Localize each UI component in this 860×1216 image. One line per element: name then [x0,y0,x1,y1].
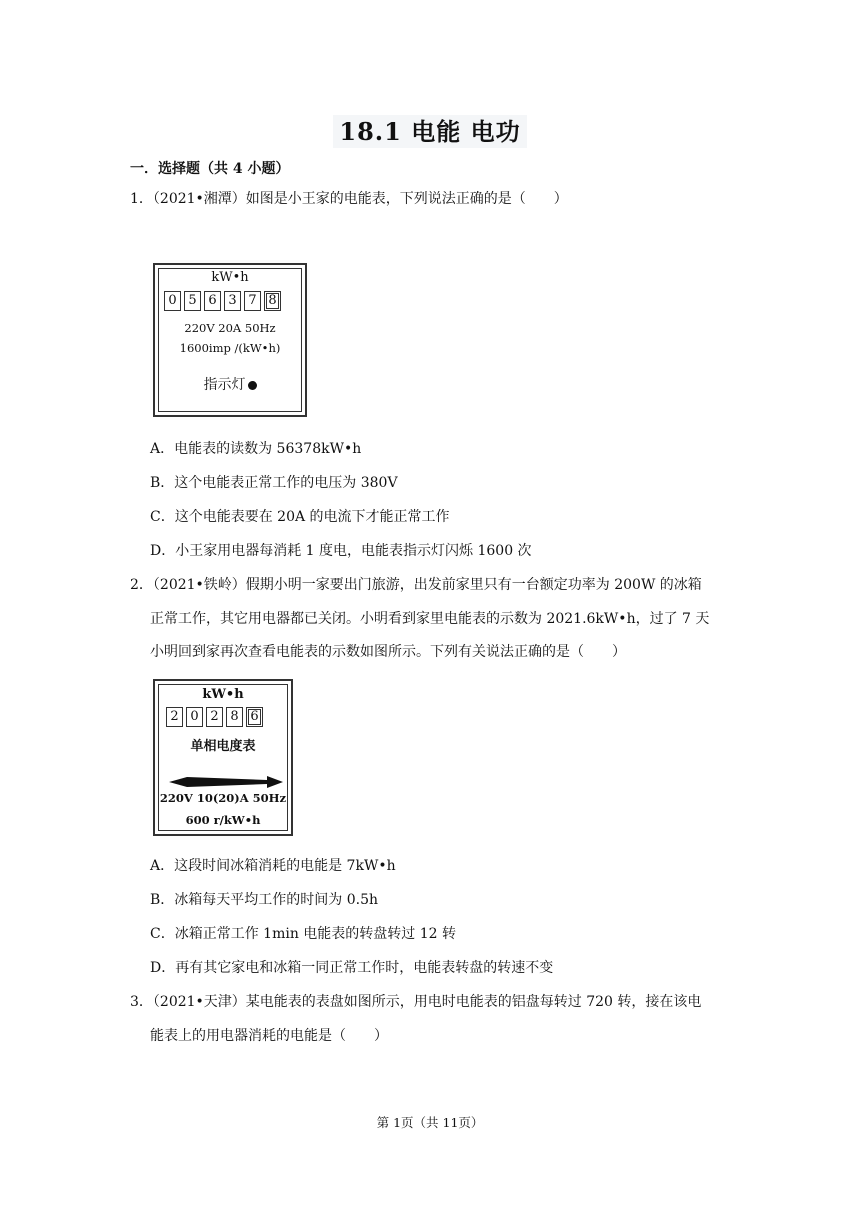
page-footer: 第 1页（共 11页） [376,1115,484,1130]
question-1-stem: 1．（2021•湘潭）如图是小王家的电能表，下列说法正确的是（ ） [130,191,568,207]
meter-digit-decimal: 8 [264,291,281,311]
indicator-light-label: 指示灯 [159,374,301,394]
meter-digit: 5 [184,291,201,311]
question-2-line-3: 小明回到家再次查看电能表的示数如图所示。下列有关说法正确的是（ ） [150,644,626,660]
meter-digit: 0 [164,291,181,311]
q2-option-d: D．再有其它家电和冰箱一同正常工作时，电能表转盘的转速不变 [150,960,554,976]
meter-digit: 2 [206,707,223,727]
meter-digits [164,291,284,311]
question-3-line-2: 能表上的用电器消耗的电能是（ ） [150,1028,388,1044]
meter-spec-rating: 220V 10(20)A 50Hz [159,791,287,805]
meter-digit-decimal: 6 [246,707,263,727]
meter-spec-rating: 220V 20A 50Hz [184,321,276,335]
meter-digit: 3 [224,291,241,311]
meter-unit: kW•h [211,270,249,285]
section-heading: 一．选择题（共 4 小题） [130,161,290,177]
meter-digit: 6 [204,291,221,311]
q2-option-b: B．冰箱每天平均工作的时间为 0.5h [150,892,379,908]
meter-spec-constant: 1600imp /(kW•h) [179,341,281,355]
meter-digit: 7 [244,291,261,311]
rotation-arrow-icon [167,775,285,789]
meter-digit: 8 [226,707,243,727]
question-2-line-2: 正常工作，其它用电器都已关闭。小明看到家里电能表的示数为 2021.6kW•h，过了 7 天 [150,611,710,627]
q1-option-d: D．小王家用电器每消耗 1 度电，电能表指示灯闪烁 1600 次 [150,543,532,559]
meter-digit: 2 [166,707,183,727]
meter-spec-constant: 600 r/kW•h [185,813,261,827]
question-2-line-1: 2．（2021•铁岭）假期小明一家要出门旅游，出发前家里只有一台额定功率为 200W 的冰箱 [130,577,702,593]
q2-option-c: C．冰箱正常工作 1min 电能表的转盘转过 12 转 [150,926,457,942]
question-3-line-1: 3．（2021•天津）某电能表的表盘如图所示，用电时电能表的铝盘每转过 720 转，接在该电 [130,994,702,1010]
meter-figure-1 [153,263,307,417]
q2-option-a: A．这段时间冰箱消耗的电能是 7kW•h [150,858,396,874]
meter-unit: kW•h [202,687,244,702]
meter-name: 单相电度表 [190,739,256,754]
q1-option-c: C．这个电能表要在 20A 的电流下才能正常工作 [150,509,450,525]
indicator-dot-icon [248,381,257,390]
meter-digits [166,707,266,727]
q1-option-b: B．这个电能表正常工作的电压为 380V [150,475,398,491]
meter-digit: 0 [186,707,203,727]
page-title: 18.1 电能 电功 [0,112,860,147]
q1-option-a: A．电能表的读数为 56378kW•h [150,441,362,457]
meter-figure-2 [153,679,293,836]
